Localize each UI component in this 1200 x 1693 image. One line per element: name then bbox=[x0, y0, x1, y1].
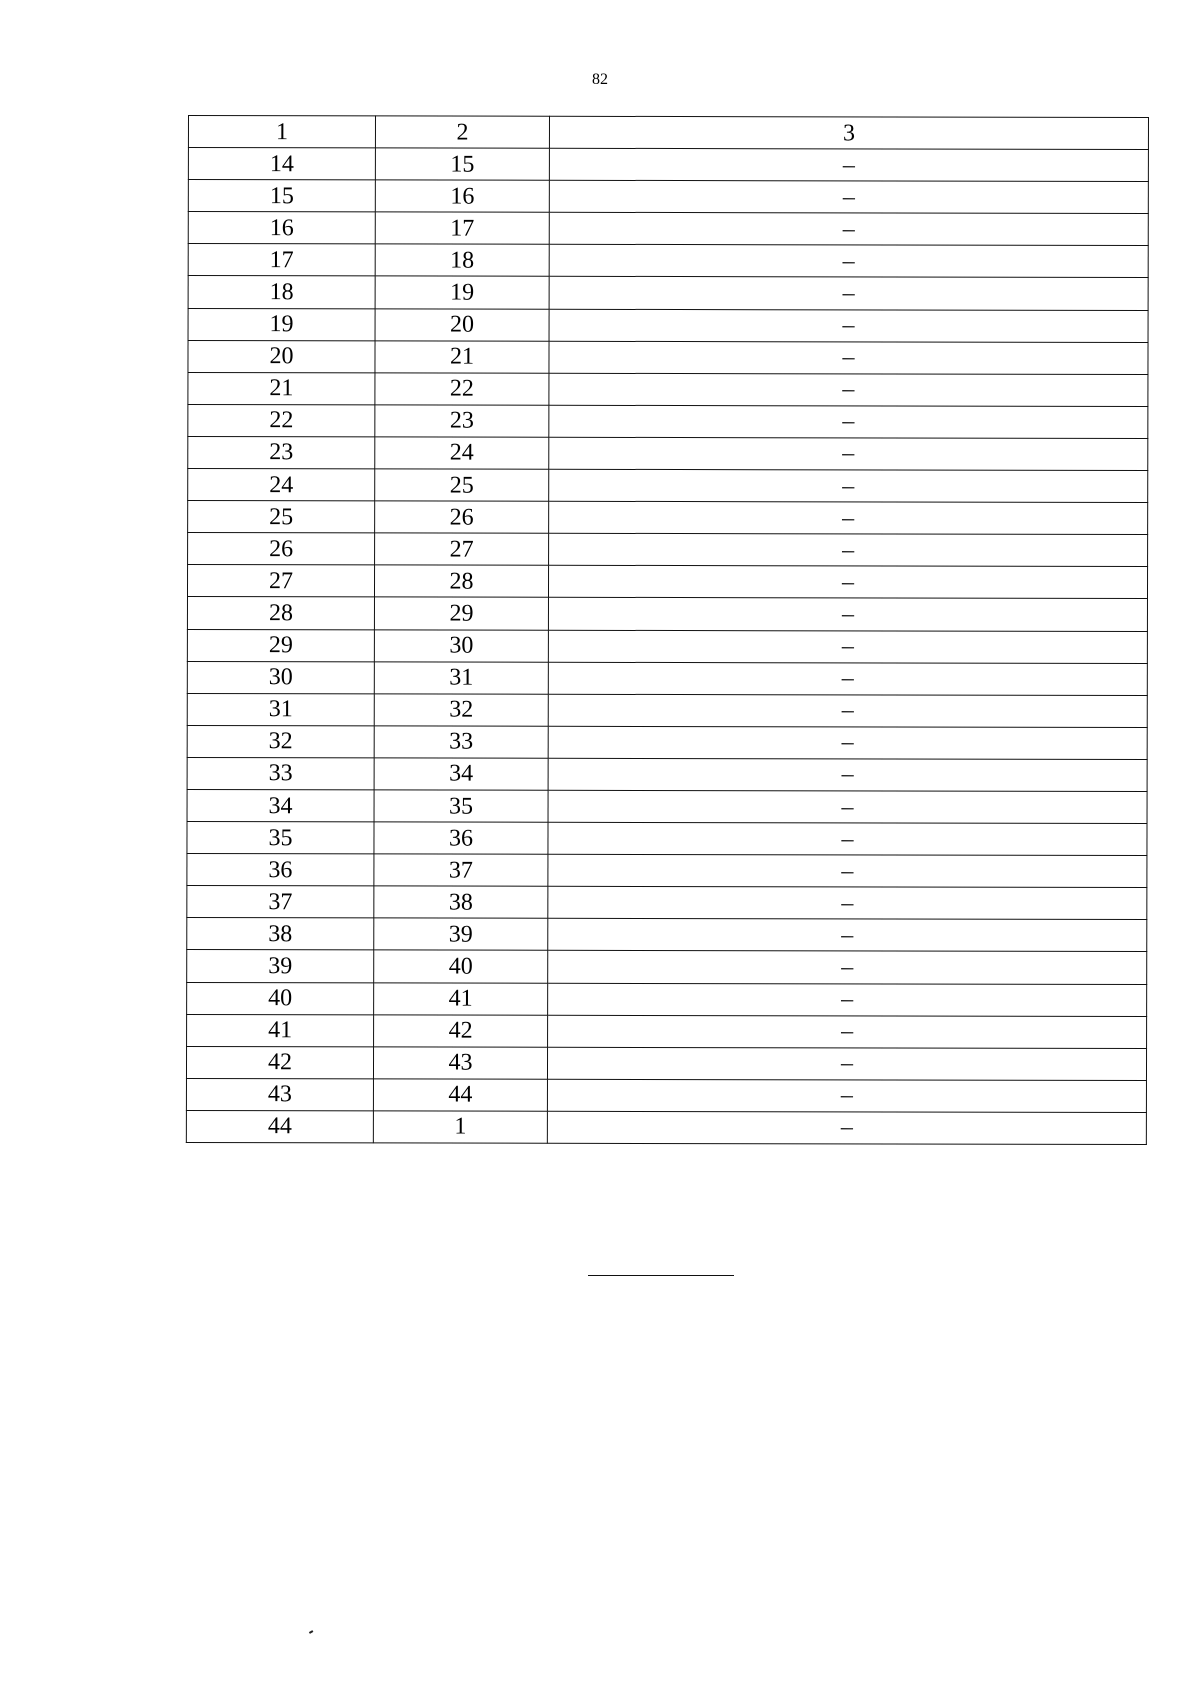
table-cell-col-3: – bbox=[548, 662, 1147, 695]
table-row bbox=[188, 404, 1148, 438]
table-cell-col-2: 39 bbox=[374, 918, 548, 950]
table-cell-col-3: – bbox=[548, 694, 1147, 727]
table-cell-col-3: – bbox=[548, 630, 1147, 663]
table-cell-col-1: 14 bbox=[188, 148, 375, 180]
table-cell-col-1: 30 bbox=[187, 661, 374, 693]
data-table bbox=[186, 115, 1149, 1145]
table-cell-col-3: – bbox=[549, 341, 1148, 374]
table-cell-col-3: – bbox=[548, 566, 1147, 599]
table-row bbox=[188, 212, 1148, 246]
table-cell-col-2: 19 bbox=[375, 276, 549, 308]
table-cell-col-1: 27 bbox=[187, 565, 374, 597]
table-cell-col-2: 44 bbox=[373, 1079, 547, 1111]
table-cell-col-1: 38 bbox=[187, 918, 374, 950]
table-cell-col-3: – bbox=[549, 245, 1148, 278]
table-row bbox=[187, 629, 1147, 663]
table-cell-col-1: 44 bbox=[186, 1110, 373, 1142]
table-cell-col-2: 27 bbox=[375, 533, 549, 565]
table-cell-col-3: – bbox=[549, 309, 1148, 342]
table-header-row bbox=[188, 116, 1148, 150]
table-cell-col-2: 33 bbox=[374, 726, 548, 758]
end-of-table-rule bbox=[588, 1275, 734, 1276]
header-cell-2: 2 bbox=[375, 116, 549, 148]
table-cell-col-1: 42 bbox=[186, 1046, 373, 1078]
table-row bbox=[188, 533, 1148, 567]
table-cell-col-2: 43 bbox=[373, 1047, 547, 1079]
table-cell-col-3: – bbox=[549, 437, 1148, 470]
table-cell-col-2: 29 bbox=[374, 597, 548, 629]
table-cell-col-1: 25 bbox=[188, 501, 375, 533]
table-cell-col-3: – bbox=[548, 983, 1147, 1016]
table-cell-col-3: – bbox=[547, 1079, 1146, 1112]
table-row bbox=[187, 950, 1147, 984]
table-cell-col-2: 41 bbox=[374, 982, 548, 1014]
table-cell-col-2: 1 bbox=[373, 1111, 547, 1143]
table-cell-col-2: 38 bbox=[374, 886, 548, 918]
table-cell-col-3: – bbox=[548, 726, 1147, 759]
table-row bbox=[188, 180, 1148, 214]
table-row bbox=[187, 565, 1147, 599]
table-row bbox=[188, 501, 1148, 535]
table-cell-col-3: – bbox=[548, 598, 1147, 631]
table-cell-col-1: 17 bbox=[188, 244, 375, 276]
table-row bbox=[188, 308, 1148, 342]
table-cell-col-2: 31 bbox=[374, 661, 548, 693]
table-cell-col-2: 24 bbox=[375, 437, 549, 469]
table-cell-col-3: – bbox=[549, 373, 1148, 406]
table-cell-col-2: 36 bbox=[374, 822, 548, 854]
table-row bbox=[187, 757, 1147, 791]
table-cell-col-3: – bbox=[548, 854, 1147, 887]
table-cell-col-2: 18 bbox=[375, 244, 549, 276]
table-cell-col-2: 37 bbox=[374, 854, 548, 886]
table-cell-col-3: – bbox=[548, 919, 1147, 952]
table-row bbox=[186, 1110, 1146, 1144]
table-row bbox=[187, 661, 1147, 695]
table-cell-col-3: – bbox=[549, 501, 1148, 534]
table-cell-col-2: 32 bbox=[374, 694, 548, 726]
table-row bbox=[188, 340, 1148, 374]
table-cell-col-1: 28 bbox=[187, 597, 374, 629]
table-cell-col-2: 17 bbox=[375, 212, 549, 244]
table-row bbox=[187, 886, 1147, 920]
table-cell-col-2: 26 bbox=[375, 501, 549, 533]
table-cell-col-2: 42 bbox=[374, 1015, 548, 1047]
table-body bbox=[186, 116, 1148, 1145]
table-row bbox=[187, 693, 1147, 727]
table-cell-col-3: – bbox=[548, 790, 1147, 823]
table-row bbox=[186, 1046, 1146, 1080]
table-cell-col-3: – bbox=[549, 213, 1148, 246]
table-cell-col-3: – bbox=[549, 469, 1148, 502]
table-cell-col-1: 33 bbox=[187, 757, 374, 789]
table-row bbox=[188, 244, 1148, 278]
table-cell-col-2: 34 bbox=[374, 758, 548, 790]
table-cell-col-1: 34 bbox=[187, 789, 374, 821]
table-cell-col-3: – bbox=[548, 951, 1147, 984]
header-cell-3: 3 bbox=[549, 116, 1148, 149]
table-cell-col-2: 30 bbox=[374, 629, 548, 661]
table-cell-col-3: – bbox=[549, 180, 1148, 213]
table-row bbox=[187, 725, 1147, 759]
table-cell-col-2: 28 bbox=[374, 565, 548, 597]
table-cell-col-1: 35 bbox=[187, 822, 374, 854]
table-row bbox=[188, 372, 1148, 406]
table-row bbox=[187, 789, 1147, 823]
header-cell-1: 1 bbox=[188, 116, 375, 148]
table-cell-col-1: 16 bbox=[188, 212, 375, 244]
table-cell-col-3: – bbox=[547, 1111, 1146, 1144]
data-table-container bbox=[186, 115, 1148, 1145]
table-cell-col-3: – bbox=[548, 1015, 1147, 1048]
table-cell-col-2: 25 bbox=[375, 469, 549, 501]
table-cell-col-3: – bbox=[549, 533, 1148, 566]
table-cell-col-1: 39 bbox=[187, 950, 374, 982]
table-row bbox=[187, 982, 1147, 1016]
table-row bbox=[188, 436, 1148, 470]
table-cell-col-1: 23 bbox=[188, 436, 375, 468]
table-cell-col-3: – bbox=[548, 822, 1147, 855]
table-cell-col-1: 36 bbox=[187, 854, 374, 886]
table-cell-col-2: 35 bbox=[374, 790, 548, 822]
table-cell-col-1: 18 bbox=[188, 276, 375, 308]
table-cell-col-1: 22 bbox=[188, 404, 375, 436]
table-cell-col-1: 29 bbox=[187, 629, 374, 661]
table-row bbox=[188, 276, 1148, 310]
table-cell-col-2: 23 bbox=[375, 405, 549, 437]
table-cell-col-1: 20 bbox=[188, 340, 375, 372]
table-row bbox=[187, 918, 1147, 952]
table-cell-col-1: 19 bbox=[188, 308, 375, 340]
table-cell-col-1: 40 bbox=[187, 982, 374, 1014]
table-row bbox=[187, 854, 1147, 888]
table-cell-col-1: 37 bbox=[187, 886, 374, 918]
table-cell-col-1: 21 bbox=[188, 372, 375, 404]
table-cell-col-3: – bbox=[548, 758, 1147, 791]
table-row bbox=[187, 1014, 1147, 1048]
table-cell-col-1: 32 bbox=[187, 725, 374, 757]
table-row bbox=[186, 1078, 1146, 1112]
page-number: 82 bbox=[592, 71, 608, 88]
table-row bbox=[187, 597, 1147, 631]
stray-mark bbox=[309, 1630, 313, 1633]
table-row bbox=[187, 822, 1147, 856]
table-cell-col-3: – bbox=[549, 148, 1148, 181]
table-cell-col-1: 41 bbox=[187, 1014, 374, 1046]
table-cell-col-1: 26 bbox=[188, 533, 375, 565]
table-cell-col-1: 15 bbox=[188, 180, 375, 212]
table-cell-col-2: 15 bbox=[375, 148, 549, 180]
table-cell-col-1: 43 bbox=[186, 1078, 373, 1110]
table-cell-col-2: 21 bbox=[375, 341, 549, 373]
table-row bbox=[188, 148, 1148, 182]
table-cell-col-2: 16 bbox=[375, 180, 549, 212]
table-cell-col-3: – bbox=[549, 277, 1148, 310]
table-cell-col-1: 24 bbox=[188, 469, 375, 501]
table-cell-col-1: 31 bbox=[187, 693, 374, 725]
table-cell-col-3: – bbox=[549, 405, 1148, 438]
table-cell-col-2: 40 bbox=[374, 950, 548, 982]
table-cell-col-2: 20 bbox=[375, 308, 549, 340]
table-row bbox=[188, 469, 1148, 503]
table-cell-col-3: – bbox=[548, 887, 1147, 920]
table-cell-col-3: – bbox=[547, 1047, 1146, 1080]
table-cell-col-2: 22 bbox=[375, 373, 549, 405]
